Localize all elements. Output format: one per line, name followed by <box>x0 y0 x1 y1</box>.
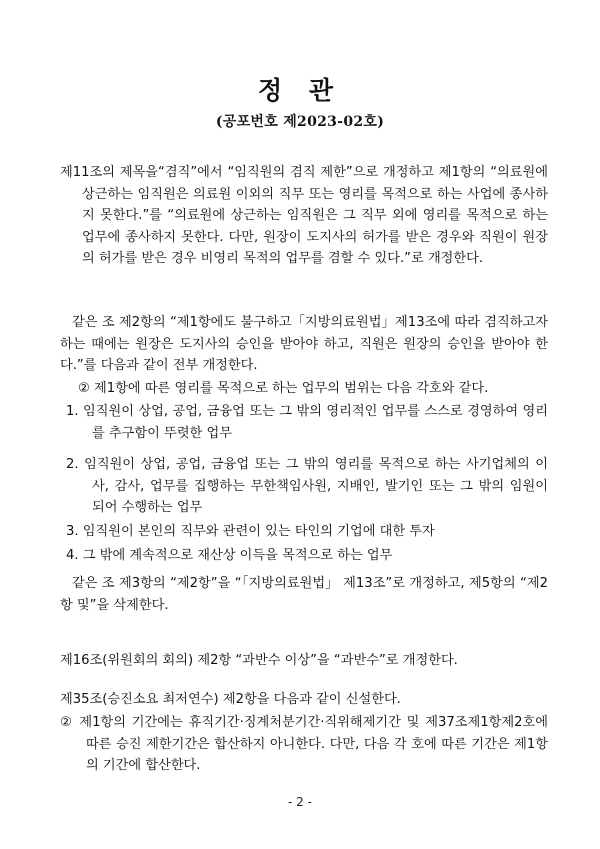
paragraph-article-11-clause-3: 같은 조 제3항의 “제2항”을 “「지방의료원법」 제13조”로 개정하고, 제5항의 “제2항 및”을 삭제한다. <box>60 576 548 613</box>
list-item: 2. 임직원이 상업, 공업, 금융업 또는 그 밖의 영리를 목적으로 하는 사기업체의 이사, 감사, 업무를 집행하는 무한책임사원, 지배인, 발기인 또는 그 밖의 임원이 되어 수행하는 업무 <box>66 457 548 515</box>
paragraph-article-16: 제16조(위원회의 회의) 제2항 “과반수 이상”을 “과반수”로 개정한다. <box>60 653 458 668</box>
list-item: 4. 그 밖에 계속적으로 재산상 이득을 목적으로 하는 업무 <box>66 548 393 563</box>
list-item: 1. 임직원이 상업, 공업, 금융업 또는 그 밖의 영리적인 업무를 스스로 경영하여 영리를 추구함이 뚜렷한 업무 <box>66 404 548 441</box>
list-item: 3. 임직원이 본인의 직무와 관련이 있는 타인의 기업에 대한 투자 <box>66 524 435 539</box>
document-title: 정 관 <box>257 76 342 105</box>
page-number: - 2 - <box>288 795 312 809</box>
paragraph-article-11-clause-2: 같은 조 제2항의 “제1항에도 불구하고「지방의료원법」제13조에 따라 겸직하고자 하는 때에는 원장은 도지사의 승인을 받아야 하고, 직원은 원장의 승인을 받아야 한다.”를 다음과 같이 전부 개정한다. <box>60 315 548 373</box>
clause-2-article-35: ② 제1항의 기간에는 휴직기간·징계처분기간·직위해제기간 및 제37조제1항제2호에 따른 승진 제한기간은 합산하지 아니한다. 다만, 다음 각 호에 따른 기간은 제1항의 기간에 합산한다. <box>60 715 548 773</box>
document-subtitle: (공포번호 제2023-02호) <box>215 114 385 130</box>
clause-2-text: ② 제1항에 따른 영리를 목적으로 하는 업무의 범위는 다음 각호와 같다. <box>78 381 489 396</box>
paragraph-article-35: 제35조(승진소요 최저연수) 제2항을 다음과 같이 신설한다. <box>60 692 401 707</box>
paragraph-article-11: 제11조의 제목을“겸직”에서 “임직원의 겸직 제한”으로 개정하고 제1항의 “의료원에 상근하는 임직원은 의료원 이외의 직무 또는 영리를 목적으로 하는 사업에 종사하지 못한다.”를 “의료원에 상근하는 임직원은 그 직무 외에 영리를 목적으로 하는 업무에 종사하지 못한다. 다만, 원장이 도지사의 허가를 받은 경우와 직원이 원장의 허가를 받은 경우 비영리 목적의 업무를 겸할 수 있다.”로 개정한다. <box>60 165 548 266</box>
